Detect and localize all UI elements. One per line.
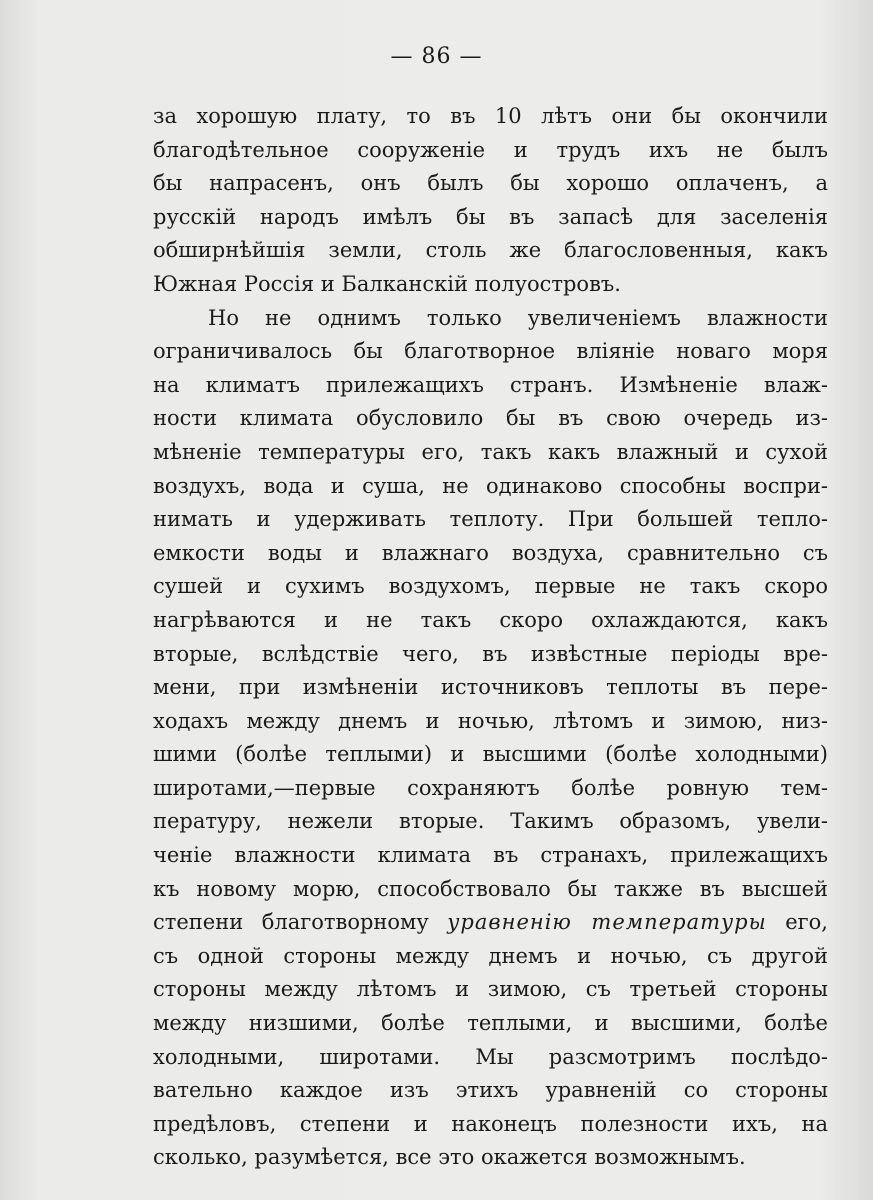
text-line: мени, при измѣненіи источниковъ теплоты въ пере- xyxy=(153,675,828,700)
text-line: Но не однимъ только увеличеніемъ влажности xyxy=(208,305,828,330)
text-line: ности климата обусловило бы въ свою очередь из- xyxy=(153,406,828,431)
text-line: нагрѣваются и не такъ скоро охлаждаются, какъ xyxy=(153,607,828,632)
page-number: — 86 — xyxy=(390,44,483,69)
text-line: шими (болѣе теплыми) и высшими (болѣе холодными) xyxy=(153,742,828,767)
text-line: къ новому морю, способствовало бы также въ высшей xyxy=(153,876,828,901)
text-line-emphasis xyxy=(153,906,828,940)
text-line: предѣловъ, степени и наконецъ полезности ихъ, на xyxy=(153,1111,828,1136)
text-line: благодѣтельное сооруженіе и трудъ ихъ не былъ xyxy=(153,137,828,162)
text-line: русскій народъ имѣлъ бы въ запасѣ для заселенія xyxy=(153,204,828,229)
text-line: вательно каждое изъ этихъ уравненій со стороны xyxy=(153,1078,828,1103)
text-line: пературу, нежели вторые. Такимъ образомъ, увели- xyxy=(153,809,828,834)
text-line: воздухъ, вода и суша, не одинаково способны воспри- xyxy=(153,473,828,498)
text-before-emphasis: степени благотворному xyxy=(153,910,448,935)
text-line: вторые, вслѣдствіе чего, въ извѣстные періоды вре- xyxy=(153,641,828,666)
text-line: стороны между лѣтомъ и зимою, съ третьей стороны xyxy=(153,977,828,1002)
text-line: широтами,—первые сохраняютъ болѣе ровную тем- xyxy=(153,775,828,800)
text-line: сколько, разумѣется, все это окажется возможнымъ. xyxy=(153,1145,746,1170)
text-line: мѣненіе температуры его, такъ какъ влажный и сухой xyxy=(153,439,828,464)
text-after-emphasis: его, xyxy=(766,910,828,935)
text-line: съ одной стороны между днемъ и ночью, съ другой xyxy=(153,943,828,968)
text-line: бы напрасенъ, онъ былъ бы хорошо оплаченъ, а xyxy=(153,171,828,196)
text-line: ограничивалось бы благотворное вліяніе новаго моря xyxy=(153,339,828,364)
body-text xyxy=(153,100,828,1175)
text-line: между низшими, болѣе теплыми, и высшими, болѣе xyxy=(153,1011,828,1036)
text-line: на климатъ прилежащихъ странъ. Измѣненіе влаж- xyxy=(153,372,828,397)
text-line: ченіе влажности климата въ странахъ, прилежащихъ xyxy=(153,843,828,868)
text-line: сушей и сухимъ воздухомъ, первые не такъ скоро xyxy=(153,574,828,599)
text-line: за хорошую плату, то въ 10 лѣтъ они бы окончили xyxy=(153,104,828,128)
text-line: холодными, широтами. Мы разсмотримъ послѣдо- xyxy=(153,1044,828,1069)
text-line: обширнѣйшія земли, столь же благословенныя, какъ xyxy=(153,238,828,263)
text-line: Южная Россія и Балканскій полуостровъ. xyxy=(153,271,621,296)
text-line: емкости воды и влажнаго воздуха, сравнительно съ xyxy=(153,540,828,565)
text-line: ходахъ между днемъ и ночью, лѣтомъ и зимою, низ- xyxy=(153,708,828,733)
emphasized-phrase: уравненію температуры xyxy=(447,910,767,935)
text-line: нимать и удерживать теплоту. При большей тепло- xyxy=(153,507,828,532)
